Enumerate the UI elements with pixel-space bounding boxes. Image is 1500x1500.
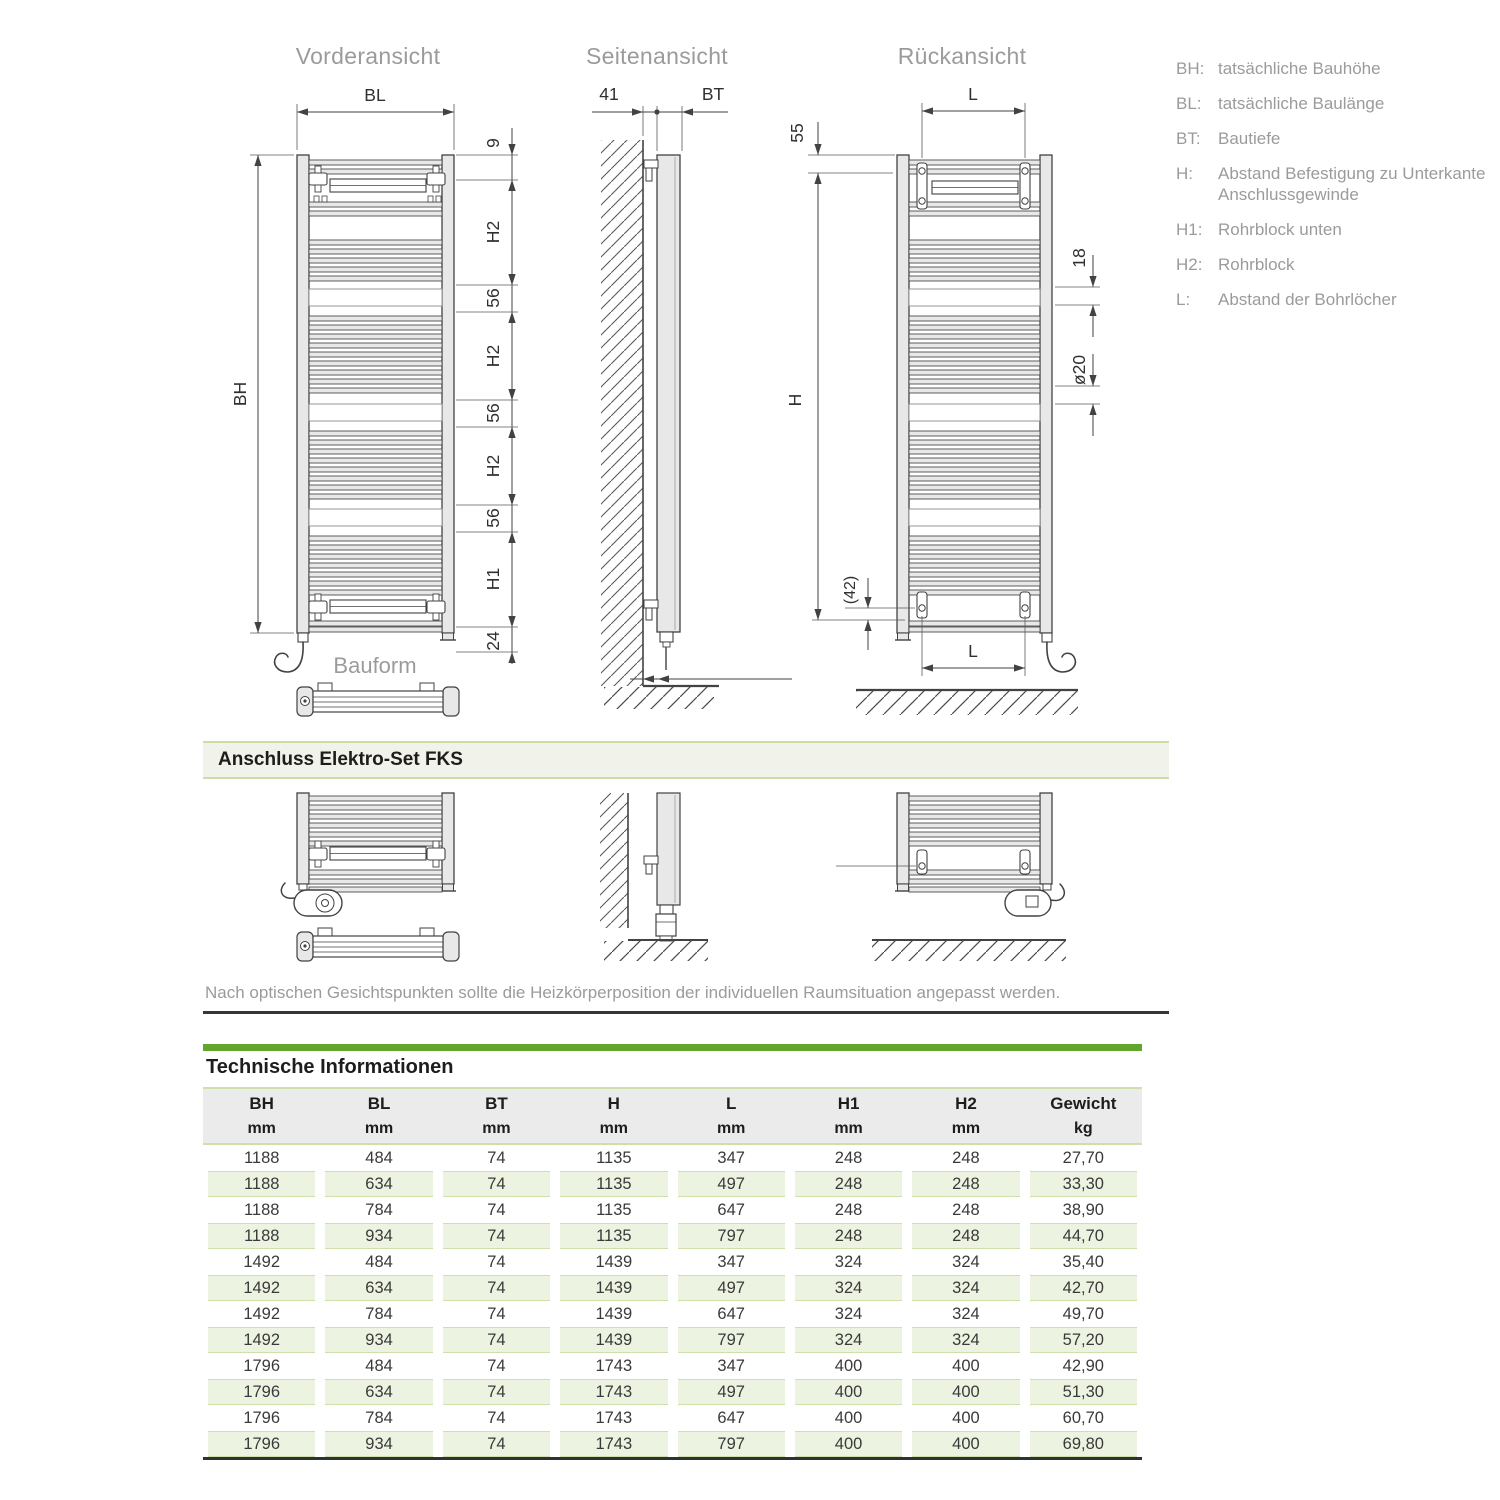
rear-view-title: Rückansicht	[897, 43, 1027, 69]
column-header	[320, 1094, 437, 1138]
table-cell: 74	[487, 1252, 506, 1271]
table-cell: 248	[795, 1223, 902, 1249]
table-cell: 60,70	[1062, 1408, 1104, 1427]
table-cell: 484	[365, 1148, 393, 1167]
table-cell: 38,90	[1062, 1200, 1104, 1219]
dim-label-chain-1: H2	[483, 220, 503, 244]
legend-description: Bautiefe	[1218, 129, 1281, 148]
table-cell: 1796	[243, 1356, 281, 1375]
table-cell: 647	[717, 1200, 745, 1219]
column-label: H1	[837, 1094, 860, 1113]
table-cell: 934	[325, 1223, 432, 1249]
table-cell: 57,20	[1030, 1327, 1137, 1353]
table-cell: 647	[717, 1408, 745, 1427]
column-header	[907, 1094, 1024, 1138]
table-cell: 1135	[596, 1148, 632, 1167]
table-cell: 497	[678, 1171, 785, 1197]
table-cell: 324	[912, 1275, 1019, 1301]
column-header	[203, 1094, 320, 1138]
column-unit: mm	[247, 1120, 276, 1137]
table-cell: 42,70	[1030, 1275, 1137, 1301]
table-cell: 74	[487, 1304, 506, 1323]
legend-term: BL:	[1176, 94, 1202, 113]
legend-description: Abstand der Bohrlöcher	[1218, 290, 1397, 309]
table-cell: 497	[678, 1275, 785, 1301]
connection-section-title: Anschluss Elektro-Set FKS	[218, 749, 463, 770]
table-cell: 797	[678, 1431, 785, 1457]
dim-label-o20: ø20	[1069, 354, 1089, 386]
dim-label-chain-3: H2	[483, 344, 503, 368]
table-cell: 400	[795, 1379, 902, 1405]
table-cell: 74	[443, 1379, 550, 1405]
column-unit: mm	[951, 1120, 981, 1137]
table-cell: 248	[912, 1223, 1019, 1249]
column-unit: mm	[834, 1120, 863, 1137]
table-row	[203, 1379, 1142, 1405]
table-cell: 1492	[208, 1327, 315, 1353]
table-body	[203, 1145, 1142, 1460]
legend-term: H:	[1176, 164, 1193, 183]
legend-item	[1176, 128, 1496, 149]
side-view-drawing	[592, 84, 792, 709]
table-cell: 400	[952, 1408, 980, 1427]
dim-label-bl: BL	[364, 85, 386, 105]
legend-item	[1176, 163, 1496, 205]
dim-label-chain-7: H1	[483, 567, 503, 591]
dim-label-42: (42)	[842, 575, 859, 605]
table-cell: 400	[952, 1356, 980, 1375]
dim-label-chain-8: 24	[483, 631, 503, 651]
legend-description: tatsächliche Bauhöhe	[1218, 59, 1381, 78]
rear-view-drawing	[785, 84, 1100, 715]
legend-item	[1176, 58, 1496, 79]
table-cell: 1492	[208, 1275, 315, 1301]
column-label: L	[725, 1094, 737, 1113]
table-cell: 634	[325, 1275, 432, 1301]
table-cell: 1135	[596, 1200, 632, 1219]
table-cell: 1135	[560, 1223, 667, 1249]
column-label: BL	[367, 1094, 391, 1113]
dim-label-55: 55	[787, 123, 807, 143]
dim-label-l-bottom: L	[968, 641, 978, 661]
legend-description: Abstand Befestigung zu Unterkante Anschlussgewinde	[1218, 164, 1486, 204]
table-cell: 784	[365, 1408, 393, 1427]
divider-line	[203, 1011, 1169, 1014]
table-cell: 1439	[560, 1275, 667, 1301]
table-cell: 484	[365, 1252, 393, 1271]
dim-label-41: 41	[599, 84, 619, 104]
table-cell: 797	[678, 1327, 785, 1353]
table-cell: 1796	[208, 1431, 315, 1457]
table-cell: 1439	[560, 1327, 667, 1353]
table-cell: 51,30	[1030, 1379, 1137, 1405]
column-header	[673, 1094, 790, 1138]
table-row	[203, 1275, 1142, 1301]
table-cell: 248	[834, 1200, 863, 1219]
table-cell: 74	[443, 1223, 550, 1249]
table-cell: 324	[952, 1304, 980, 1323]
front-view-title: Vorderansicht	[295, 43, 441, 69]
dim-label-l-top: L	[968, 84, 978, 104]
table-cell: 248	[952, 1200, 980, 1219]
column-label: H2	[955, 1094, 977, 1113]
table-cell: 797	[678, 1223, 785, 1249]
dim-label-chain-2: 56	[483, 288, 503, 308]
column-unit: kg	[1073, 1120, 1093, 1137]
bauform-drawing	[297, 683, 459, 716]
legend-description: Rohrblock unten	[1218, 220, 1342, 239]
fks-side-drawing	[600, 793, 708, 961]
table-row	[203, 1197, 1142, 1223]
table-cell: 74	[443, 1275, 550, 1301]
table-row	[203, 1145, 1142, 1171]
table-cell: 784	[365, 1304, 393, 1323]
table-cell: 248	[912, 1171, 1019, 1197]
connection-note: Nach optischen Gesichtspunkten sollte die Heizkörperposition der individuellen Raumsituation angepasst werden.	[205, 983, 1061, 1002]
table-cell: 324	[834, 1304, 863, 1323]
column-label: Gewicht	[1050, 1094, 1117, 1113]
table-row	[203, 1249, 1142, 1275]
table-cell: 400	[795, 1431, 902, 1457]
column-header	[1025, 1094, 1142, 1138]
table-cell: 324	[952, 1252, 980, 1271]
table-cell: 347	[717, 1148, 745, 1167]
legend-item	[1176, 289, 1496, 310]
table-cell: 1439	[595, 1304, 633, 1323]
table-cell: 400	[834, 1356, 863, 1375]
rungs	[309, 160, 442, 632]
table-row	[203, 1353, 1142, 1379]
table-cell: 42,90	[1062, 1356, 1104, 1375]
legend-term: BT:	[1176, 129, 1201, 148]
table-cell: 634	[325, 1379, 432, 1405]
table-cell: 1796	[208, 1379, 315, 1405]
table-cell: 74	[487, 1356, 506, 1375]
table-cell: 400	[834, 1408, 863, 1427]
fks-front-drawing	[281, 793, 459, 961]
dim-label-bt: BT	[701, 84, 725, 104]
column-unit: mm	[716, 1120, 746, 1137]
column-label: H	[607, 1094, 620, 1113]
dim-label-18: 18	[1069, 248, 1089, 268]
table-row	[203, 1171, 1142, 1197]
table-row	[203, 1301, 1142, 1327]
connection-section-header	[203, 741, 1169, 779]
legend-description: tatsächliche Baulänge	[1218, 94, 1385, 113]
bauform-label: Bauform	[333, 653, 417, 678]
dim-label-chain-0: 9	[483, 138, 503, 148]
table-row	[203, 1431, 1142, 1457]
legend-term: L:	[1176, 290, 1191, 309]
table-cell: 74	[443, 1431, 550, 1457]
table-cell: 33,30	[1030, 1171, 1137, 1197]
legend-description: Rohrblock	[1218, 255, 1295, 274]
table-cell: 49,70	[1062, 1304, 1104, 1323]
dim-label-chain-4: 56	[483, 403, 503, 423]
table-cell: 934	[325, 1327, 432, 1353]
table-cell: 324	[912, 1327, 1019, 1353]
table-cell: 934	[325, 1431, 432, 1457]
column-label: BH	[249, 1094, 274, 1113]
column-header	[790, 1094, 907, 1138]
table-cell: 248	[834, 1148, 863, 1167]
table-cell: 35,40	[1062, 1252, 1104, 1271]
table-cell: 69,80	[1030, 1431, 1137, 1457]
table-cell: 784	[365, 1200, 393, 1219]
table-cell: 1743	[595, 1356, 633, 1375]
legend	[1176, 58, 1496, 324]
column-header	[555, 1094, 672, 1138]
tech-table	[203, 1087, 1142, 1460]
table-cell: 74	[487, 1200, 506, 1219]
table-cell: 74	[487, 1408, 506, 1427]
side-view-title: Seitenansicht	[586, 43, 728, 69]
legend-item	[1176, 254, 1496, 275]
legend-item	[1176, 93, 1496, 114]
table-cell: 634	[325, 1171, 432, 1197]
table-header-row	[203, 1087, 1142, 1145]
table-accent-bar	[203, 1044, 1142, 1051]
table-cell: 400	[912, 1431, 1019, 1457]
table-cell: 27,70	[1062, 1148, 1104, 1167]
table-cell: 484	[365, 1356, 393, 1375]
column-unit: mm	[364, 1120, 394, 1137]
table-row	[203, 1327, 1142, 1353]
legend-term: BH:	[1176, 59, 1205, 78]
rungs	[909, 796, 1040, 892]
rungs	[909, 160, 1040, 632]
table-cell: 1188	[243, 1200, 280, 1219]
table-cell: 248	[952, 1148, 980, 1167]
legend-item	[1176, 219, 1496, 240]
table-cell: 1492	[243, 1252, 281, 1271]
table-cell: 44,70	[1030, 1223, 1137, 1249]
table-cell: 74	[443, 1327, 550, 1353]
table-cell: 74	[443, 1171, 550, 1197]
dim-label-chain-5: H2	[483, 454, 503, 478]
table-cell: 347	[717, 1252, 745, 1271]
table-cell: 1743	[560, 1379, 667, 1405]
table-cell: 400	[912, 1379, 1019, 1405]
dim-label-chain-6: 56	[483, 508, 503, 528]
table-cell: 324	[795, 1275, 902, 1301]
rungs	[309, 796, 442, 892]
table-cell: 647	[717, 1304, 745, 1323]
table-cell: 324	[834, 1252, 863, 1271]
table-cell: 248	[795, 1171, 902, 1197]
column-unit: mm	[599, 1120, 629, 1137]
table-row	[203, 1223, 1142, 1249]
table-cell: 1135	[560, 1171, 667, 1197]
table-cell: 347	[717, 1356, 745, 1375]
table-title: Technische Informationen	[206, 1056, 454, 1078]
table-cell: 497	[678, 1379, 785, 1405]
legend-term: H1:	[1176, 220, 1203, 239]
table-cell: 1439	[595, 1252, 633, 1271]
dim-label-h: H	[785, 393, 805, 407]
dim-label-bh: BH	[230, 381, 250, 407]
column-header	[438, 1094, 555, 1138]
table-cell: 74	[487, 1148, 506, 1167]
table-cell: 1743	[595, 1408, 633, 1427]
table-cell: 1188	[208, 1223, 315, 1249]
table-row	[203, 1405, 1142, 1431]
column-label: BT	[485, 1094, 508, 1113]
table-cell: 324	[795, 1327, 902, 1353]
table-cell: 1188	[243, 1148, 280, 1167]
front-view-drawing	[230, 85, 518, 672]
table-cell: 1492	[243, 1304, 281, 1323]
legend-term: H2:	[1176, 255, 1203, 274]
column-unit: mm	[482, 1120, 511, 1137]
table-cell: 1743	[560, 1431, 667, 1457]
table-cell: 1188	[208, 1171, 315, 1197]
table-cell: 1796	[243, 1408, 281, 1427]
fks-rear-drawing	[836, 793, 1066, 961]
